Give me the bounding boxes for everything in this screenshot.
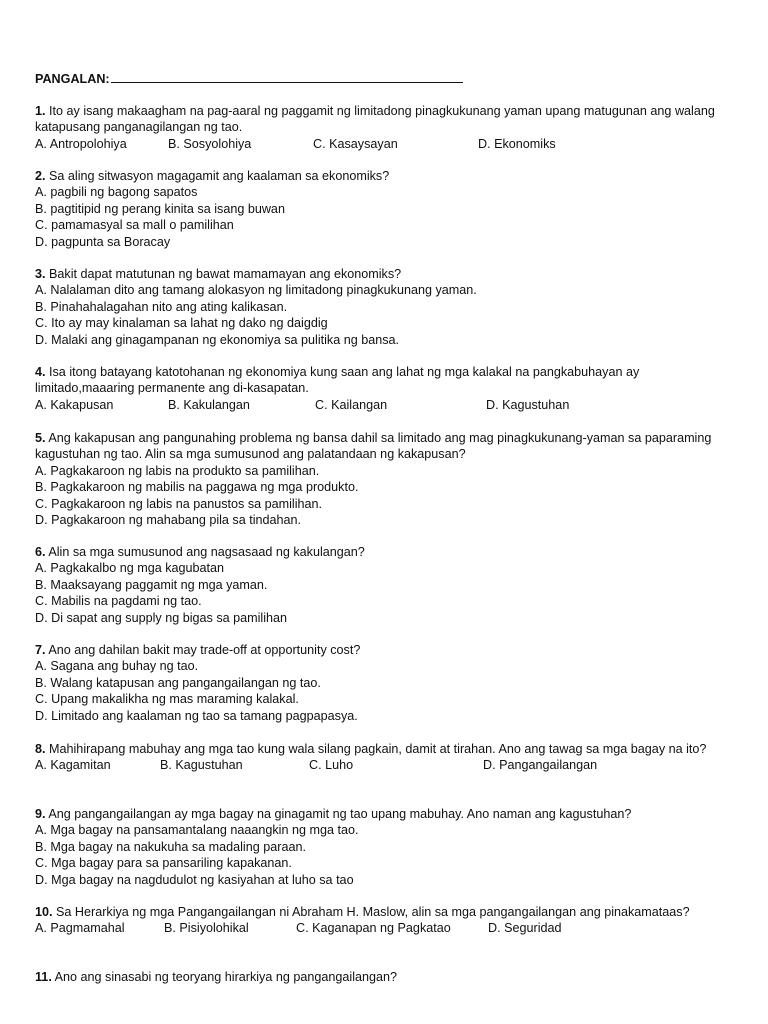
question-text: [35, 741, 735, 757]
choice-b: B. Mga bagay na nakukuha sa madaling paraan.: [35, 839, 306, 854]
question-body: Ang pangangailangan ay mga bagay na ginagamit ng tao upang mabuhay. Ano naman ang kagustuhan?: [48, 807, 632, 821]
choice-a: A. Kakapusan: [35, 397, 114, 412]
choice-c: C. Upang makalikha ng mas maraming kalakal.: [35, 692, 299, 707]
question-number: 1.: [35, 104, 46, 118]
question-9: [35, 806, 735, 888]
question-body: Ano ang sinasabi ng teoryang hirarkiya ng pangangailangan?: [54, 970, 398, 984]
choice-c: C. Mga bagay para sa pansariling kapakanan.: [35, 856, 292, 871]
choices-row: [35, 397, 735, 413]
choice-a: A. Pagkakalbo ng mga kagubatan: [35, 561, 225, 576]
choice-d: D. Limitado ang kaalaman ng tao sa tamang pagpapasya.: [35, 708, 358, 723]
question-body: Ano ang dahilan bakit may trade-off at opportunity cost?: [48, 643, 361, 657]
question-6: [35, 544, 735, 626]
question-number: 7.: [35, 643, 46, 657]
question-body: Ang kakapusan ang pangunahing problema ng bansa dahil sa limitado ang mag pinagkukunang-yaman sa paparaming kagustuhan ng tao. Alin sa mga sumusunod ang palatandaan ng kakapusan?: [35, 431, 712, 462]
question-7: [35, 642, 735, 724]
choice-a: A. Nalalaman dito ang tamang alokasyon ng limitadong pinagkukunang yaman.: [35, 283, 477, 298]
choice-c: C. pamamasyal sa mall o pamilihan: [35, 218, 234, 233]
name-field: [35, 69, 463, 87]
choice-b: B. Walang katapusan ang pangangailangan ng tao.: [35, 675, 321, 690]
choice-d: D. Pangangailangan: [483, 758, 598, 773]
question-body: Isa itong batayang katotohanan ng ekonomiya kung saan ang lahat ng mga kalakal na pangkabuhayan ay limitado,maaaring permanente ang di-kasapatan.: [35, 365, 640, 396]
question-number: 9.: [35, 807, 46, 821]
question-8: [35, 741, 735, 774]
choice-c: C. Pagkakaroon ng labis na panustos sa pamilihan.: [35, 496, 323, 511]
choice-c: C. Mabilis na pagdami ng tao.: [35, 594, 202, 609]
name-blank-line: [111, 69, 463, 83]
choice-b: B. Pinahahalagahan nito ang ating kalikasan.: [35, 299, 288, 314]
question-10: [35, 904, 735, 937]
question-number: 6.: [35, 545, 46, 559]
question-4: [35, 364, 735, 413]
choices-row: [35, 136, 735, 152]
question-number: 3.: [35, 267, 46, 281]
choice-b: B. pagtitipid ng perang kinita sa isang buwan: [35, 201, 285, 216]
question-text: [35, 969, 735, 985]
question-text: [35, 544, 735, 560]
question-text: [35, 266, 735, 282]
question-number: 10.: [35, 905, 53, 919]
question-text: [35, 168, 735, 184]
choice-d: D. Mga bagay na nagdudulot ng kasiyahan at luho sa tao: [35, 872, 354, 887]
question-body: Bakit dapat matutunan ng bawat mamamayan ang ekonomiks?: [49, 267, 402, 281]
choice-a: A. Mga bagay na pansamantalang naaangkin ng mga tao.: [35, 823, 359, 838]
choice-c: C. Kailangan: [315, 397, 388, 412]
question-number: 4.: [35, 365, 46, 379]
choice-a: A. Pagmamahal: [35, 921, 125, 936]
question-text: [35, 904, 735, 920]
choice-d: D. pagpunta sa Boracay: [35, 234, 171, 249]
question-body: Sa aling sitwasyon magagamit ang kaalaman sa ekonomiks?: [49, 169, 390, 183]
choice-c: C. Ito ay may kinalaman sa lahat ng dako ng daigdig: [35, 316, 328, 331]
choice-b: B. Sosyolohiya: [168, 136, 252, 151]
question-text: [35, 103, 735, 136]
question-11: [35, 969, 735, 985]
question-text: [35, 430, 735, 463]
question-text: [35, 806, 735, 822]
question-number: 11.: [35, 970, 52, 984]
choice-d: D. Seguridad: [488, 921, 562, 936]
question-number: 8.: [35, 742, 46, 756]
choice-a: A. Antropolohiya: [35, 136, 127, 151]
choice-a: A. Kagamitan: [35, 758, 111, 773]
choice-d: D. Di sapat ang supply ng bigas sa pamilihan: [35, 610, 288, 625]
choice-b: B. Pagkakaroon ng mabilis na paggawa ng mga produkto.: [35, 480, 359, 495]
choice-c: C. Kaganapan ng Pagkatao: [296, 921, 451, 936]
question-body: Alin sa mga sumusunod ang nagsasaad ng kakulangan?: [48, 545, 365, 559]
question-3: [35, 266, 735, 348]
question-number: 5.: [35, 431, 46, 445]
choice-d: D. Pagkakaroon ng mahabang pila sa tindahan.: [35, 513, 302, 528]
choice-b: B. Kakulangan: [168, 397, 250, 412]
choice-d: D. Ekonomiks: [478, 136, 556, 151]
choices-row: [35, 757, 735, 773]
question-number: 2.: [35, 169, 46, 183]
choice-a: A. Sagana ang buhay ng tao.: [35, 659, 199, 674]
choice-c: C. Luho: [309, 758, 354, 773]
question-2: [35, 168, 735, 250]
choices-row: [35, 920, 735, 936]
question-1: [35, 103, 735, 152]
choice-a: A. pagbili ng bagong sapatos: [35, 185, 198, 200]
choice-d: D. Malaki ang ginagampanan ng ekonomiya sa pulitika ng bansa.: [35, 332, 400, 347]
choice-d: D. Kagustuhan: [486, 397, 570, 412]
question-body: Ito ay isang makaagham na pag-aaral ng paggamit ng limitadong pinagkukunang yaman upang matugunan ang walang katapusang panganagilangan ng tao.: [35, 104, 715, 135]
choice-c: C. Kasaysayan: [313, 136, 398, 151]
question-text: [35, 642, 735, 658]
question-body: Mahihirapang mabuhay ang mga tao kung wala silang pagkain, damit at tirahan. Ano ang tawag sa mga bagay na ito?: [49, 742, 707, 756]
name-label: PANGALAN:: [35, 72, 110, 86]
question-body: Sa Herarkiya ng mga Pangangailangan ni Abraham H. Maslow, alin sa mga pangangailangan ang pinakamataas?: [56, 905, 690, 919]
choice-b: B. Pisiyolohikal: [164, 921, 249, 936]
choice-b: B. Kagustuhan: [160, 758, 243, 773]
choice-b: B. Maaksayang paggamit ng mga yaman.: [35, 577, 268, 592]
question-text: [35, 364, 735, 397]
question-5: [35, 430, 735, 528]
choice-a: A. Pagkakaroon ng labis na produkto sa pamilihan.: [35, 463, 320, 478]
